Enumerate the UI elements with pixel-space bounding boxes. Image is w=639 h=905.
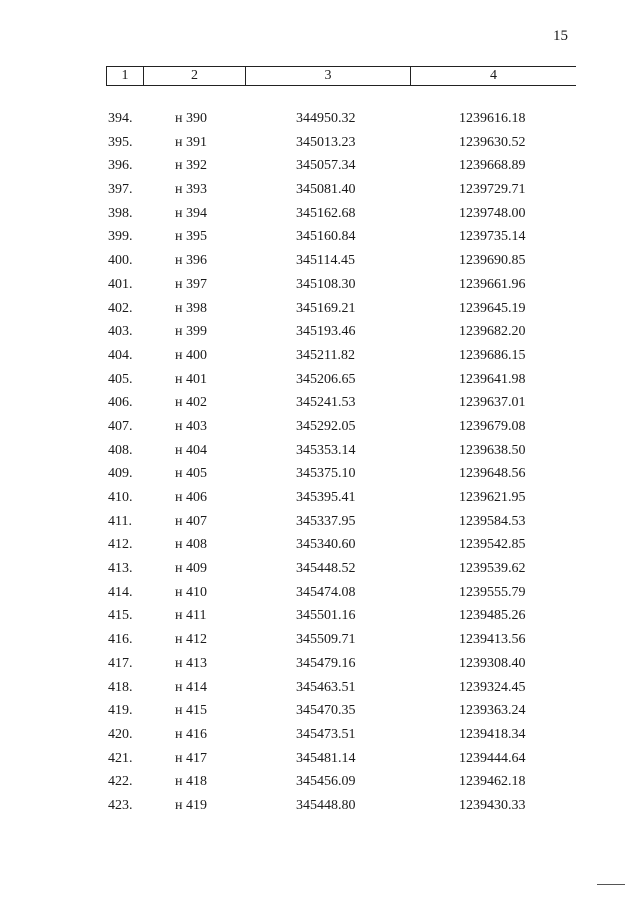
coordinate-y: 1239418.34 [459, 726, 526, 742]
coordinate-y: 1239363.24 [459, 703, 526, 719]
table-body [0, 107, 639, 818]
row-number: 395. [108, 134, 133, 150]
table-header [106, 66, 576, 86]
coordinate-y: 1239637.01 [459, 395, 526, 411]
table-row [0, 557, 639, 581]
point-code: н 414 [175, 679, 207, 695]
row-number: 398. [108, 205, 133, 221]
column-header-4: 4 [410, 67, 576, 85]
table-row [0, 249, 639, 273]
coordinate-y: 1239682.20 [459, 324, 526, 340]
coordinate-y: 1239690.85 [459, 253, 526, 269]
row-number: 403. [108, 324, 133, 340]
table-row [0, 652, 639, 676]
table-row [0, 533, 639, 557]
table-row [0, 676, 639, 700]
coordinate-x: 345211.82 [296, 347, 355, 363]
coordinate-x: 345456.09 [296, 774, 356, 790]
coordinate-x: 345013.23 [296, 134, 356, 150]
table-row [0, 699, 639, 723]
column-header-3: 3 [245, 67, 410, 85]
table-row [0, 462, 639, 486]
point-code: н 396 [175, 253, 207, 269]
coordinate-y: 1239324.45 [459, 679, 526, 695]
coordinate-x: 345501.16 [296, 608, 356, 624]
point-code: н 410 [175, 584, 207, 600]
point-code: н 413 [175, 655, 207, 671]
point-code: н 399 [175, 324, 207, 340]
table-row [0, 368, 639, 392]
point-code: н 403 [175, 418, 207, 434]
row-number: 394. [108, 111, 133, 126]
row-number: 399. [108, 229, 133, 245]
point-code: н 391 [175, 134, 207, 150]
table-row [0, 107, 639, 131]
coordinate-x: 345481.14 [296, 750, 356, 766]
row-number: 410. [108, 490, 133, 505]
table-row [0, 486, 639, 510]
coordinate-y: 1239621.95 [459, 490, 526, 505]
point-code: н 401 [175, 371, 207, 387]
coordinate-y: 1239638.50 [459, 442, 526, 458]
row-number: 416. [108, 632, 133, 648]
coordinate-y: 1239430.33 [459, 797, 526, 813]
row-number: 406. [108, 395, 133, 411]
table-row [0, 297, 639, 321]
row-number: 397. [108, 182, 133, 198]
coordinate-x: 345337.95 [296, 513, 356, 529]
point-code: н 416 [175, 726, 207, 742]
point-code: н 395 [175, 229, 207, 245]
row-number: 412. [108, 537, 133, 553]
table-row [0, 391, 639, 415]
coordinate-x: 345057.34 [296, 158, 356, 174]
row-number: 420. [108, 726, 133, 742]
coordinate-y: 1239686.15 [459, 347, 526, 363]
point-code: н 412 [175, 632, 207, 648]
page-number: 15 [553, 28, 568, 44]
row-number: 418. [108, 679, 133, 695]
coordinate-y: 1239308.40 [459, 655, 526, 671]
coordinate-x: 345448.80 [296, 797, 356, 813]
point-code: н 418 [175, 774, 207, 790]
table-row [0, 439, 639, 463]
coordinate-y: 1239542.85 [459, 537, 526, 553]
coordinate-y: 1239630.52 [459, 134, 526, 150]
table-row [0, 747, 639, 771]
coordinate-y: 1239444.64 [459, 750, 526, 766]
point-code: н 398 [175, 300, 207, 316]
point-code: н 390 [175, 111, 207, 126]
coordinate-y: 1239661.96 [459, 276, 526, 292]
point-code: н 393 [175, 182, 207, 198]
coordinate-x: 345162.68 [296, 205, 356, 221]
row-number: 414. [108, 584, 133, 600]
row-number: 413. [108, 561, 133, 577]
coordinate-x: 345340.60 [296, 537, 356, 553]
coordinate-y: 1239555.79 [459, 584, 526, 600]
point-code: н 397 [175, 276, 207, 292]
coordinate-x: 344950.32 [296, 111, 356, 126]
row-number: 407. [108, 418, 133, 434]
table-row [0, 154, 639, 178]
table-row [0, 628, 639, 652]
table-row [0, 273, 639, 297]
point-code: н 402 [175, 395, 207, 411]
coordinate-y: 1239413.56 [459, 632, 526, 648]
point-code: н 404 [175, 442, 207, 458]
coordinate-x: 345081.40 [296, 182, 356, 198]
row-number: 405. [108, 371, 133, 387]
row-number: 417. [108, 655, 133, 671]
coordinate-x: 345473.51 [296, 726, 356, 742]
coordinate-x: 345193.46 [296, 324, 356, 340]
coordinate-x: 345470.35 [296, 703, 356, 719]
coordinate-x: 345169.21 [296, 300, 356, 316]
point-code: н 411 [175, 608, 207, 624]
row-number: 419. [108, 703, 133, 719]
row-number: 396. [108, 158, 133, 174]
table-row [0, 202, 639, 226]
table-row [0, 344, 639, 368]
row-number: 400. [108, 253, 133, 269]
table-row [0, 794, 639, 818]
table-row [0, 770, 639, 794]
coordinate-x: 345114.45 [296, 253, 355, 269]
coordinate-x: 345292.05 [296, 418, 356, 434]
table-row [0, 225, 639, 249]
coordinate-y: 1239616.18 [459, 111, 526, 126]
coordinate-y: 1239735.14 [459, 229, 526, 245]
point-code: н 392 [175, 158, 207, 174]
point-code: н 419 [175, 797, 207, 813]
row-number: 408. [108, 442, 133, 458]
coordinate-y: 1239729.71 [459, 182, 526, 198]
point-code: н 417 [175, 750, 207, 766]
row-number: 404. [108, 347, 133, 363]
point-code: н 405 [175, 466, 207, 482]
table-row [0, 581, 639, 605]
table-row [0, 320, 639, 344]
coordinate-y: 1239679.08 [459, 418, 526, 434]
column-header-2: 2 [143, 67, 245, 85]
row-number: 422. [108, 774, 133, 790]
coordinate-x: 345206.65 [296, 371, 356, 387]
coordinate-x: 345160.84 [296, 229, 356, 245]
coordinate-y: 1239462.18 [459, 774, 526, 790]
row-number: 401. [108, 276, 133, 292]
table-row [0, 604, 639, 628]
coordinate-y: 1239539.62 [459, 561, 526, 577]
coordinate-y: 1239645.19 [459, 300, 526, 316]
row-number: 421. [108, 750, 133, 766]
coordinate-y: 1239584.53 [459, 513, 526, 529]
point-code: н 407 [175, 513, 207, 529]
coordinate-x: 345353.14 [296, 442, 356, 458]
coordinate-y: 1239641.98 [459, 371, 526, 387]
coordinate-x: 345479.16 [296, 655, 356, 671]
coordinate-x: 345108.30 [296, 276, 356, 292]
table-row [0, 131, 639, 155]
table-row [0, 415, 639, 439]
row-number: 409. [108, 466, 133, 482]
row-number: 402. [108, 300, 133, 316]
row-number: 423. [108, 797, 133, 813]
row-number: 411. [108, 513, 132, 529]
point-code: н 415 [175, 703, 207, 719]
point-code: н 394 [175, 205, 207, 221]
coordinate-y: 1239485.26 [459, 608, 526, 624]
coordinate-y: 1239748.00 [459, 205, 526, 221]
coordinate-y: 1239668.89 [459, 158, 526, 174]
point-code: н 400 [175, 347, 207, 363]
scan-mark [597, 884, 625, 885]
column-header-1: 1 [106, 67, 143, 85]
table-row [0, 510, 639, 534]
coordinate-x: 345395.41 [296, 490, 356, 505]
point-code: н 409 [175, 561, 207, 577]
point-code: н 408 [175, 537, 207, 553]
coordinate-x: 345474.08 [296, 584, 356, 600]
coordinate-x: 345509.71 [296, 632, 356, 648]
table-row [0, 178, 639, 202]
coordinate-x: 345375.10 [296, 466, 356, 482]
row-number: 415. [108, 608, 133, 624]
table-row [0, 723, 639, 747]
coordinate-x: 345463.51 [296, 679, 356, 695]
coordinate-y: 1239648.56 [459, 466, 526, 482]
coordinate-x: 345448.52 [296, 561, 356, 577]
point-code: н 406 [175, 490, 207, 505]
coordinate-x: 345241.53 [296, 395, 356, 411]
